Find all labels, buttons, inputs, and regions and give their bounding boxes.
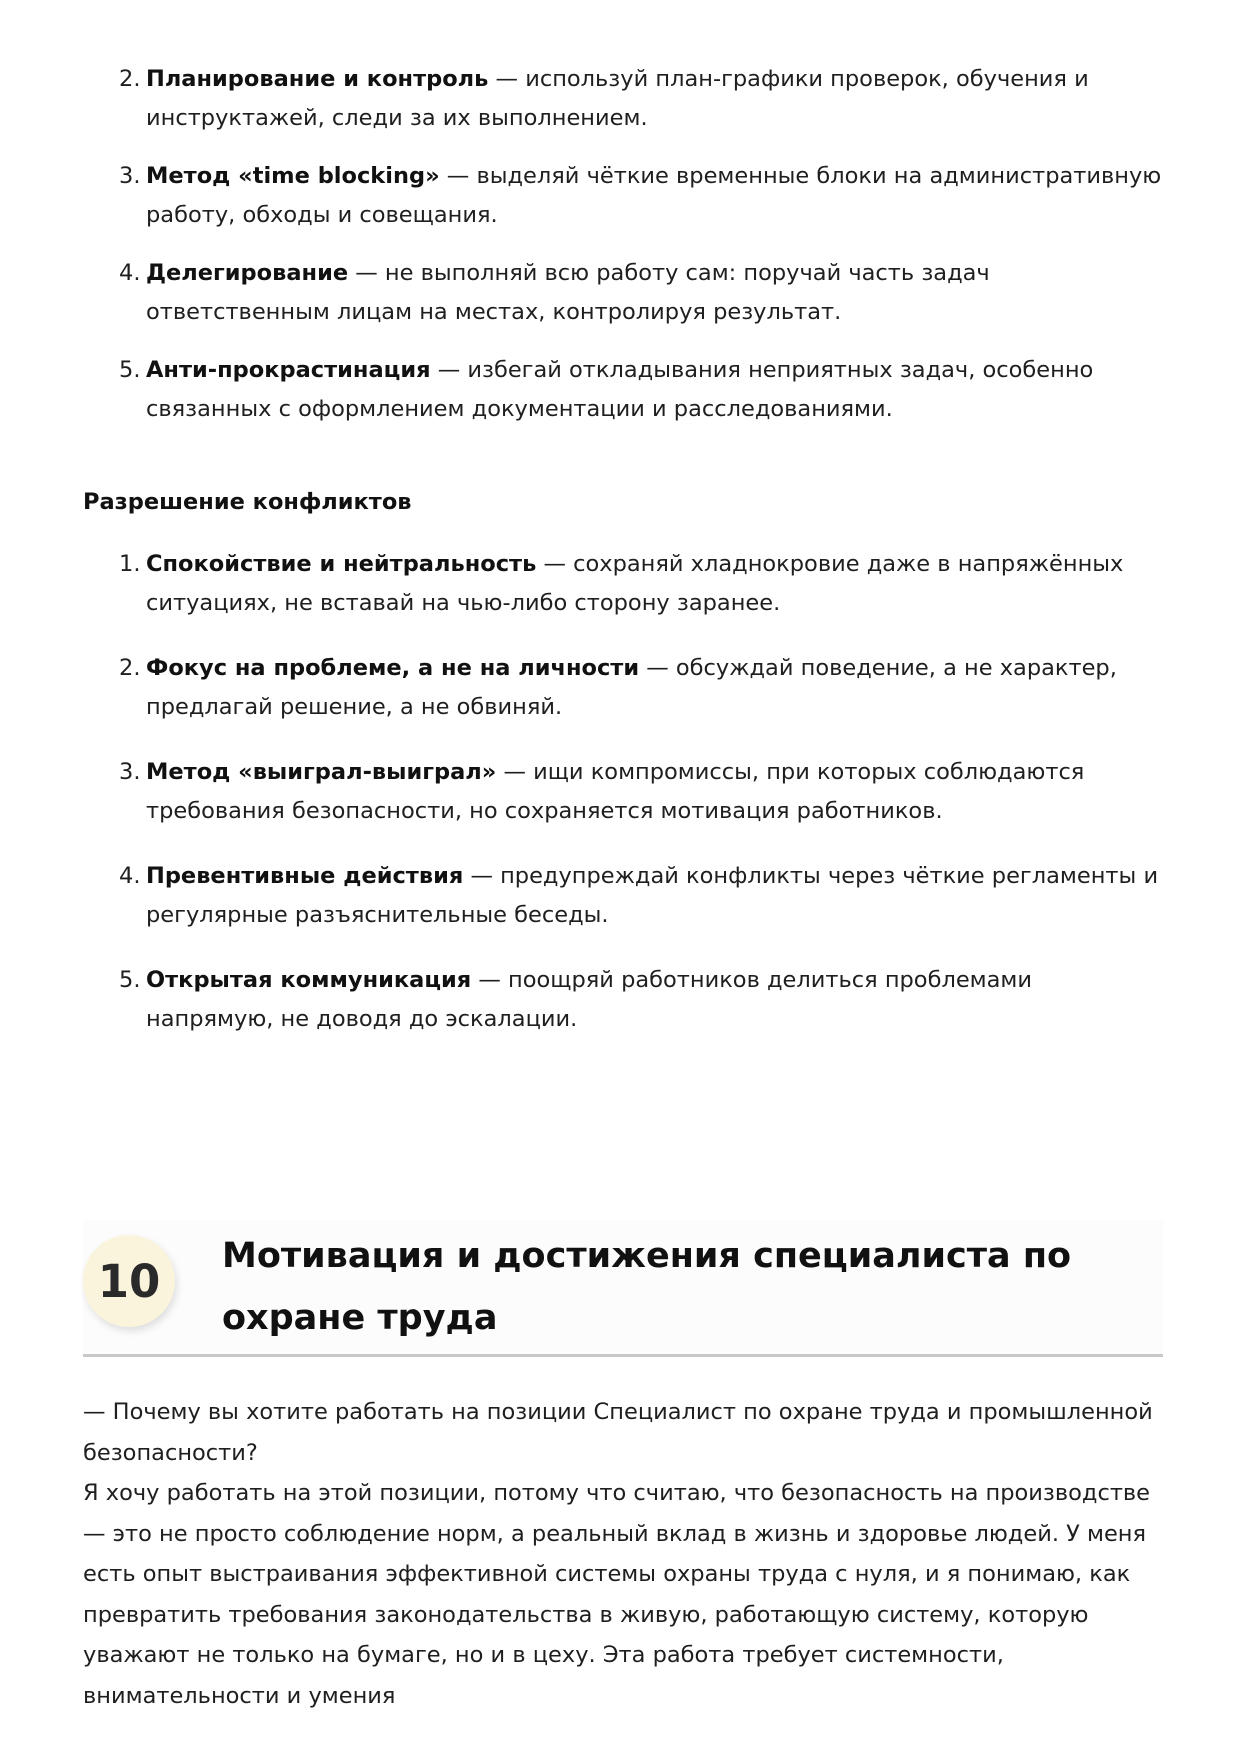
document-page [83,0,1163,1753]
list-item-text: — сохраняй хладнокровие даже в напряжённых ситуациях, не вставай на чью-либо сторону заранее. [146,551,1124,616]
list-item [83,857,1163,935]
list-item-term: Спокойствие и нейтральность [146,551,537,577]
list-item-number: 5. [119,357,141,383]
list-item-term: Фокус на проблеме, а не на личности [146,655,640,681]
list-item-text: — предупреждай конфликты через чёткие регламенты и регулярные разъяснительные беседы. [146,863,1159,928]
list-item-term: Метод «выиграл-выиграл» [146,759,497,785]
list-item-text: — избегай откладывания неприятных задач, особенно связанных с оформлением документации и расследованиями. [146,357,1094,422]
list-item-text: — поощряй работников делиться проблемами напрямую, не доводя до эскалации. [146,967,1033,1032]
list-item-term: Метод «time blocking» [146,163,440,189]
list-item-term: Делегирование [146,260,349,286]
list-item-text: — обсуждай поведение, а не характер, предлагай решение, а не обвиняй. [146,655,1117,720]
section-title: Мотивация и достижения специалиста по охране труда [222,1236,1072,1338]
planning-list [83,60,1163,429]
list-item [83,961,1163,1039]
list-item-number: 2. [119,655,141,681]
interview-answer: Я хочу работать на этой позиции, потому что считаю, что безопасность на производстве — это не просто соблюдение норм, а реальный вклад в жизнь и здоровье людей. У меня есть опыт выстраивания эффективной системы охраны труда с нуля, и я понимаю, как превратить требования законодательства в живую, работающую систему, которую уважают не только на бумаге, но и в цеху. Эта работа требует системности, внимательности и умения [83,1480,1151,1709]
list-item-number: 5. [119,967,141,993]
list-item-text: — ищи компромиссы, при которых соблюдаются требования безопасности, но сохраняется мотивация работников. [146,759,1085,824]
list-item [83,545,1163,623]
list-item-term: Анти-прокрастинация [146,357,431,383]
section-header [83,1220,1163,1357]
list-item-number: 3. [119,163,141,189]
list-item [83,649,1163,727]
list-item [83,753,1163,831]
list-item-number: 3. [119,759,141,785]
interview-question: — Почему вы хотите работать на позиции Специалист по охране труда и промышленной безопасности? [83,1399,1153,1466]
conflicts-list [83,545,1163,1039]
list-item-text: — выделяй чёткие временные блоки на административную работу, обходы и совещания. [146,163,1162,228]
section-number-badge: 10 [83,1235,175,1327]
list-item-text: — используй план-графики проверок, обучения и инструктажей, следи за их выполнением. [146,66,1089,131]
list-item-number: 4. [119,260,141,286]
list-item-number: 4. [119,863,141,889]
list-item-term: Планирование и контроль [146,66,489,92]
list-item [83,60,1163,138]
list-item [83,254,1163,332]
list-item-number: 1. [119,551,141,577]
list-item-number: 2. [119,66,141,92]
list-item-term: Превентивные действия [146,863,464,889]
list-item [83,157,1163,235]
list-item-term: Открытая коммуникация [146,967,472,993]
list-item-text: — не выполняй всю работу сам: поручай часть задач ответственным лицам на местах, контролируя результат. [146,260,990,325]
section-body [83,1392,1163,1716]
conflicts-heading: Разрешение конфликтов [83,489,412,515]
list-item [83,351,1163,429]
